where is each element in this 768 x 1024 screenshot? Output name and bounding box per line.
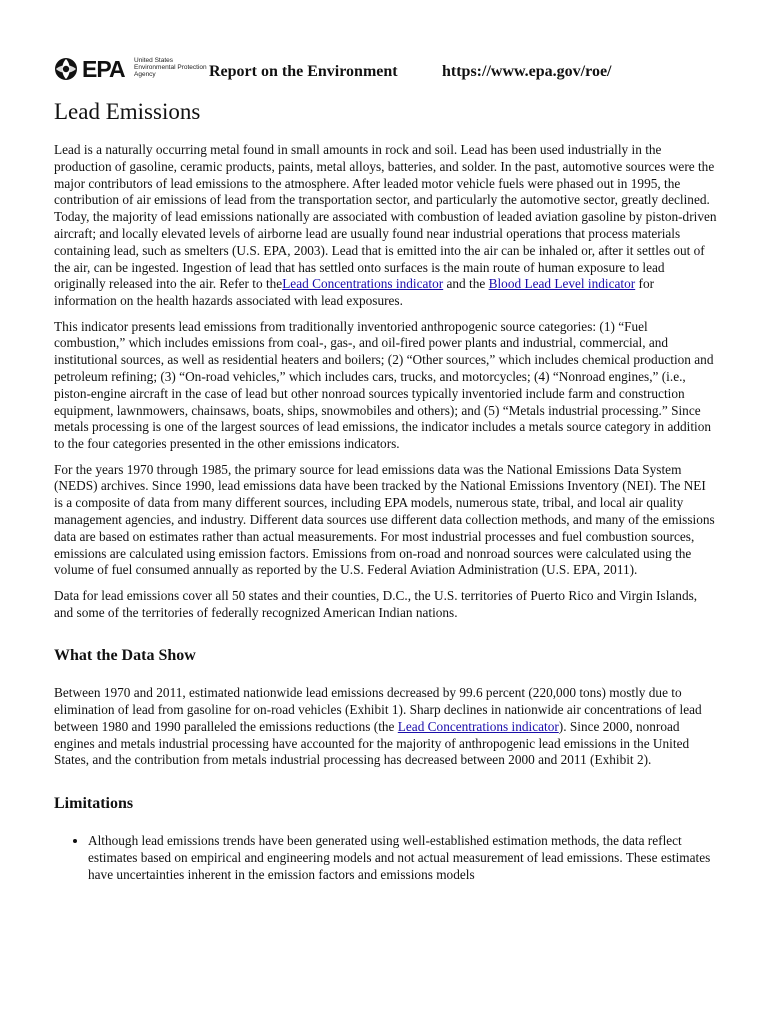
list-item: • Although lead emissions trends have been generated using well-established estimation methods, the data reflect estimates based on empirical and engineering models and not actual measurement of lead emissions. These estimates have uncertainties inherent in the emission factors and emissions models	[88, 833, 717, 883]
intro-text: Lead is a naturally occurring metal found in small amounts in rock and soil. Lead has been used industrially in the production of gasoline, ceramic products, paints, metal alloys, batteries, and solder. In the past, automotive sources were the major contributors of lead emissions to the atmosphere. After leaded motor vehicle fuels were phased out in 1995, the contribution of air emissions of lead from the transportation sector, and particularly the automotive sector, greatly declined. Today, the majority of lead emissions nationally are associated with combustion of leaded aviation gasoline by piston-driven aircraft; and locally elevated levels of airborne lead are usually found near industrial operations that process materials containing lead, such as smelters (U.S. EPA, 2003). Lead that is emitted into the air can be inhaled or, after it settles out of the air, can be ingested. Ingestion of lead that has settled onto surfaces is the main route of human exposure to lead originally released into the air. Refer to the	[54, 142, 717, 292]
epa-logo-text: EPA	[82, 56, 125, 82]
data-show-text: ). Since 2000, nonroad engines and metals industrial processing have accounted for the majority of anthropogenic lead emissions in the United States, and the contribution from metals industrial processing has decreased between 2000 and 2011 (Exhibit 2).	[54, 718, 690, 768]
lead-concentrations-link[interactable]: Lead Concentrations indicator	[282, 276, 444, 292]
epa-flower-icon	[53, 56, 81, 82]
page-header	[53, 56, 753, 86]
intro-text: and the	[443, 276, 489, 292]
intro-paragraph-1	[54, 142, 717, 310]
report-title: Report on the Environment	[209, 63, 398, 80]
report-url: https://www.epa.gov/roe/	[442, 63, 612, 80]
intro-paragraph-2: This indicator presents lead emissions from traditionally inventoried anthropogenic source categories: (1) “Fuel combustion,” which includes emissions from coal-, gas-, and oil-fired power plants and industrial, commercial, and institutional sources, as well as residential heaters and boilers; (2) “Other sources,” which includes chemical production and petroleum refining; (3) “On-road vehicles,” which includes cars, trucks, and motorcycles; (4) “Nonroad engines,” (i.e., piston-engine aircraft in the case of lead but other nonroad sources typically inventoried include farm and construction equipment, lawnmowers, chainsaws, boats, ships, snowmobiles and others); and (5) “Metals industrial processing.” Since metals processing is one of the largest sources of lead emissions, the indicator includes a metals source category in addition to the four categories presented in the other emissions indicators.	[54, 318, 714, 452]
intro-paragraph-4: Data for lead emissions cover all 50 states and their counties, D.C., the U.S. territories of Puerto Rico and Virgin Islands, and some of the territories of federally recognized American Indian nations.	[54, 587, 698, 620]
blood-lead-level-link[interactable]: Blood Lead Level indicator	[488, 276, 636, 292]
data-show-heading: What the Data Show	[54, 647, 196, 665]
epa-logo[interactable]	[53, 56, 213, 82]
intro-text: for information on the health hazards associated with lead exposures.	[54, 276, 655, 309]
data-show-paragraph	[54, 685, 717, 769]
agency-name	[134, 57, 214, 79]
intro-paragraph-3: For the years 1970 through 1985, the primary source for lead emissions data was the National Emissions Data System (NEDS) archives. Since 1990, lead emissions data have been tracked by the National Emissions Inventory (NEI). The NEI is a composite of data from many different sources, including EPA models, numerous state, tribal, and local air quality management agencies, and industry. Different data sources use different data collection methods, and many of the emissions data are based on estimates rather than actual measurements. For most industrial processes and fuel combustion sources, emissions are calculated using emission factors. Emissions from on-road and nonroad sources were calculated using the volume of fuel consumed annually as reported by the U.S. Federal Aviation Administration (U.S. EPA, 2011).	[54, 461, 715, 578]
agency-line: Environmental Protection	[134, 64, 207, 72]
limitations-heading: Limitations	[54, 795, 134, 813]
agency-line: United States	[134, 57, 174, 64]
agency-line: Agency	[134, 71, 156, 79]
data-show-text: Between 1970 and 2011, estimated nationwide lead emissions decreased by 99.6 percent (220,000 tons) mostly due to elimination of lead from gasoline for on-road vehicles (Exhibit 1). Sharp declines in nationwide air concentrations of lead between 1980 and 1990 paralleled the emissions reductions (the	[54, 685, 702, 734]
article-body	[54, 142, 717, 884]
lead-concentrations-link-2[interactable]: Lead Concentrations indicator	[397, 718, 559, 734]
limitations-list	[54, 833, 717, 883]
page-title: Lead Emissions	[54, 99, 201, 124]
